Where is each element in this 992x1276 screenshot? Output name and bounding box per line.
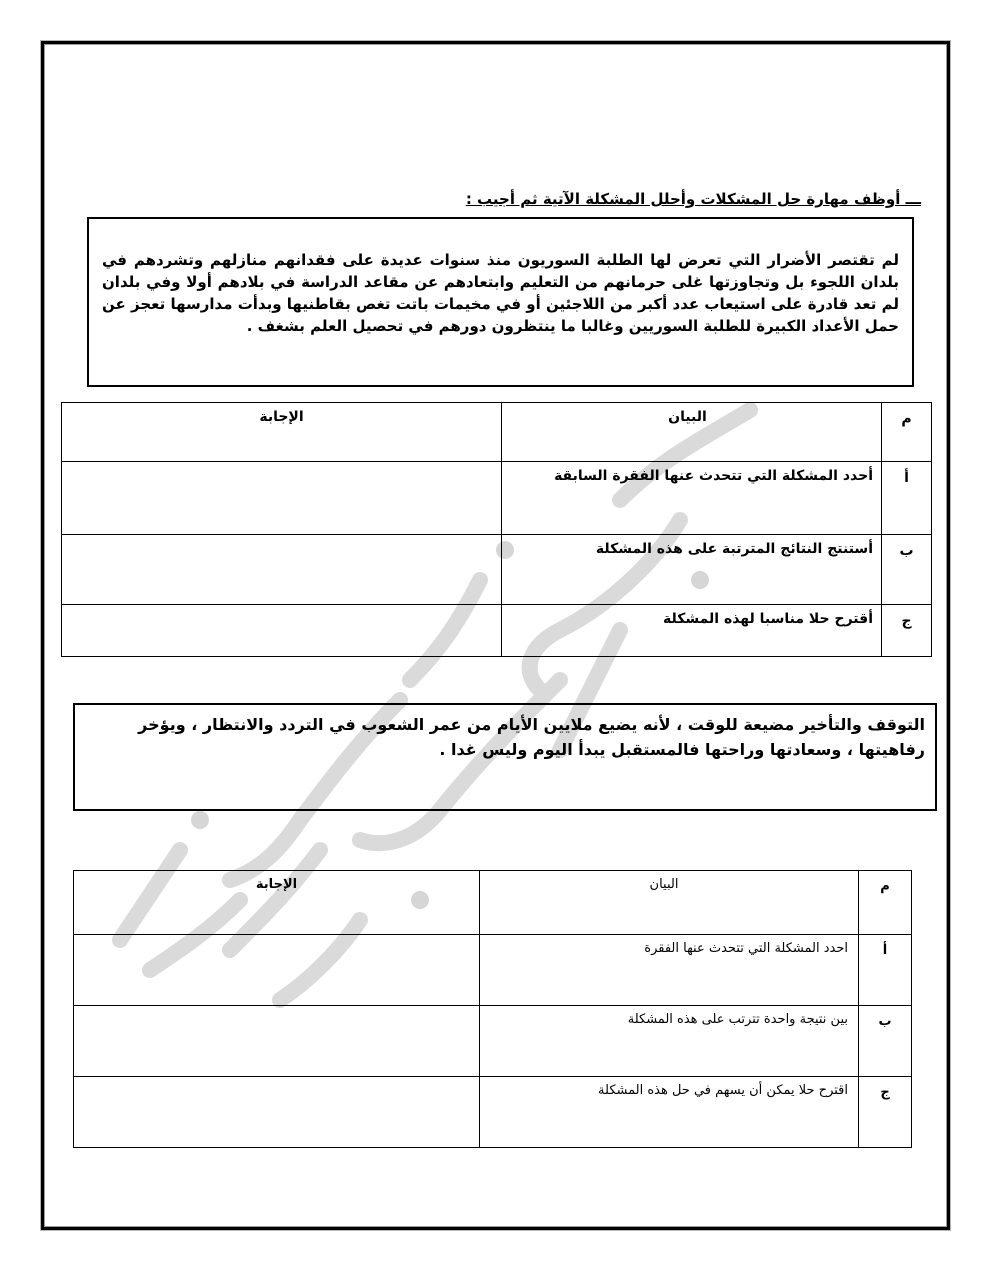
row-num: ب (882, 535, 932, 605)
table-header-row (62, 403, 932, 462)
table-row (74, 935, 912, 1006)
quote-text: التوقف والتأخير مضيعة للوقت ، لأنه يضيع ملايين الأيام من عمر الشعوب في التردد والانتظار ، ويؤخر رفاهيتها ، وسعادتها وراحتها فالمستقبل يبدأ اليوم وليس غدا . (138, 715, 925, 759)
answer-cell[interactable] (74, 1077, 480, 1148)
row-statement: أقترح حلا مناسبا لهذه المشكلة (502, 605, 882, 657)
header-num: م (882, 403, 932, 462)
row-statement: احدد المشكلة التي تتحدث عنها الفقرة (480, 935, 859, 1006)
answer-cell[interactable] (62, 605, 502, 657)
answer-cell[interactable] (74, 1006, 480, 1077)
row-num: ب (859, 1006, 912, 1077)
row-statement: اقترح حلا يمكن أن يسهم في حل هذه المشكلة (480, 1077, 859, 1148)
answer-cell[interactable] (62, 462, 502, 535)
row-num: ج (882, 605, 932, 657)
row-statement: بين نتيجة واحدة تترتب على هذه المشكلة (480, 1006, 859, 1077)
header-answer: الإجابة (74, 871, 480, 935)
answer-cell[interactable] (62, 535, 502, 605)
passage-box (87, 217, 914, 387)
questions-table-1 (61, 402, 932, 657)
table-row (74, 1006, 912, 1077)
row-num: أ (882, 462, 932, 535)
table-row (62, 535, 932, 605)
header-num: م (859, 871, 912, 935)
table-header-row (74, 871, 912, 935)
questions-table-2 (73, 870, 912, 1148)
answer-cell[interactable] (74, 935, 480, 1006)
row-num: أ (859, 935, 912, 1006)
passage-text: لم تقتصر الأضرار التي تعرض لها الطلبة السوريون منذ سنوات عديدة على فقدانهم منازلهم وتشردهم في بلدان اللجوء بل وتجاوزتها غلى حرمانهم من التعليم وابتعادهم عن مقاعد الدراسة في بلادهم أولا وفي بلدان لم تعد قادرة على استيعاب عدد أكبر من اللاجئين أو في مخيمات باتت تغص بقاطنيها وبدأت مدارسها تعجز عن حمل الأعداد الكبيرة للطلبة السوريين وغالبا ما ينتظرون دورهم في تحصيل العلم بشغف . (102, 251, 899, 335)
table-row (74, 1077, 912, 1148)
row-statement: أحدد المشكلة التي تتحدث عنها الفقرة السابقة (502, 462, 882, 535)
table-row (62, 462, 932, 535)
quote-box (73, 703, 937, 811)
instruction-heading: ـــ أوظف مهارة حل المشكلات وأحلل المشكلة الآتية ثم أجيب : (465, 190, 921, 208)
table-row (62, 605, 932, 657)
header-statement: البيان (480, 871, 859, 935)
row-statement: أستنتج النتائج المترتبة على هذه المشكلة (502, 535, 882, 605)
header-statement: البيان (502, 403, 882, 462)
row-num: ج (859, 1077, 912, 1148)
header-answer: الإجابة (62, 403, 502, 462)
